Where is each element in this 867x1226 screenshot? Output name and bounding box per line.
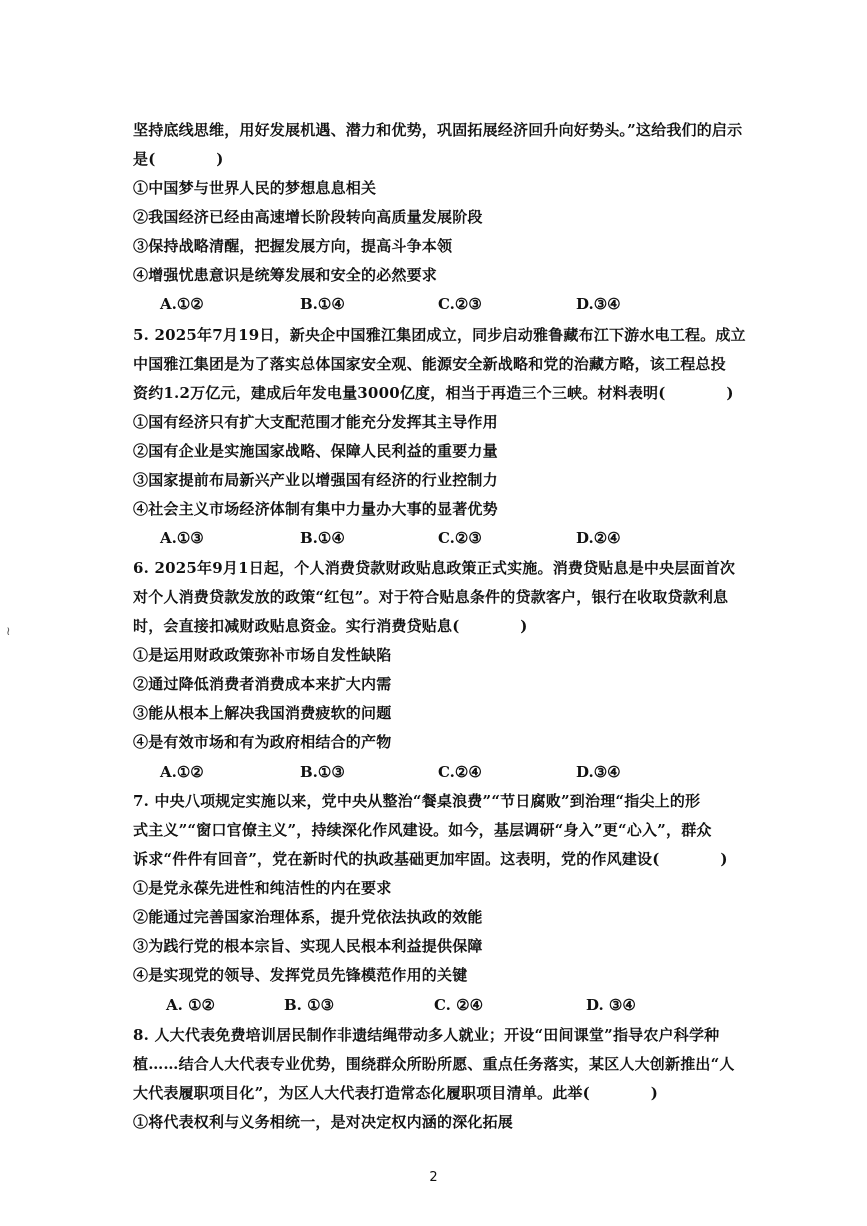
option-a: A.①② [160,295,204,313]
text-line: 时，会直接扣减财政贴息资金。实行消费贷贴息( ) [133,617,528,635]
choice-statement: ②我国经济已经由高速增长阶段转向高质量发展阶段 [133,208,483,226]
text-line: 诉求“件件有回音”，党在新时代的执政基础更加牢固。这表明，党的作风建设( ) [133,850,728,868]
choice-statement: ①将代表权利与义务相统一，是对决定权内涵的深化拓展 [133,1113,514,1131]
choice-statement: ①国有经济只有扩大支配范围才能充分发挥其主导作用 [133,413,498,431]
text-line: 资约1.2万亿元，建成后年发电量3000亿度，相当于再造三个三峡。材料表明( ) [133,384,734,402]
option-b: B.①③ [300,763,345,781]
option-b: B.①④ [300,529,345,547]
question-8: 8. 人大代表免费培训居民制作非遗结绳带动多人就业；开设“田间课堂”指导农户科学种 [133,1026,720,1044]
text-line: 中国雅江集团是为了落实总体国家安全观、能源安全新战略和党的治藏方略，该工程总投 [133,355,726,373]
choice-statement: ①中国梦与世界人民的梦想息息相关 [133,179,377,197]
option-c: C.②③ [438,295,482,313]
question-6: 6. 2025年9月1日起，个人消费贷款财政贴息政策正式实施。消费贷贴息是中央层面首次 [133,559,736,577]
option-a: A.①② [160,763,204,781]
option-b: B. ①③ [284,996,335,1014]
text-line: 式主义”“窗口官僚主义”，持续深化作风建设。如今，基层调研“身入”更“心入”，群众 [133,821,712,839]
choice-statement: ④是有效市场和有为政府相结合的产物 [133,733,392,751]
option-a: A.①③ [160,529,204,547]
page-number: 2 [429,1170,438,1185]
margin-mark: ≀ [6,624,11,638]
option-d: D.③④ [576,763,621,781]
choice-statement: ④增强忧患意识是统筹发展和安全的必然要求 [133,266,438,284]
text-line: 是( ) [133,150,224,168]
choice-statement: ④社会主义市场经济体制有集中力量办大事的显著优势 [133,500,498,518]
option-d: D.②④ [576,529,621,547]
option-a: A. ①② [166,996,215,1014]
text-line: 植……结合人大代表专业优势，围绕群众所盼所愿、重点任务落实，某区人大创新推出“人 [133,1055,735,1073]
choice-statement: ③为践行党的根本宗旨、实现人民根本利益提供保障 [133,937,483,955]
text-line: 大代表履职项目化”，为区人大代表打造常态化履职项目清单。此举( ) [133,1084,659,1102]
choice-statement: ④是实现党的领导、发挥党员先锋模范作用的关键 [133,966,468,984]
question-5: 5. 2025年7月19日，新央企中国雅江集团成立，同步启动雅鲁藏布江下游水电工程。成立 [133,326,746,344]
choice-statement: ①是运用财政政策弥补市场自发性缺陷 [133,646,392,664]
choice-statement: ③国家提前布局新兴产业以增强国有经济的行业控制力 [133,471,498,489]
choice-statement: ③能从根本上解决我国消费疲软的问题 [133,704,392,722]
choice-statement: ③保持战略清醒，把握发展方向，提高斗争本领 [133,237,453,255]
text-line: 对个人消费贷款发放的政策“红包”。对于符合贴息条件的贷款客户，银行在收取贷款利息 [133,588,729,606]
option-d: D. ③④ [586,996,636,1014]
option-c: C.②③ [438,529,482,547]
option-c: C. ②④ [434,996,484,1014]
choice-statement: ②国有企业是实施国家战略、保障人民利益的重要力量 [133,442,498,460]
option-b: B.①④ [300,295,345,313]
option-d: D.③④ [576,295,621,313]
choice-statement: ②能通过完善国家治理体系，提升党依法执政的效能 [133,908,483,926]
choice-statement: ②通过降低消费者消费成本来扩大内需 [133,675,392,693]
text-line: 坚持底线思维，用好发展机遇、潜力和优势，巩固拓展经济回升向好势头。”这给我们的启示 [133,121,743,139]
question-7: 7. 中央八项规定实施以来，党中央从整治“餐桌浪费”“节日腐败”到治理“指尖上的形 [133,792,701,810]
option-c: C.②④ [438,763,482,781]
choice-statement: ①是党永葆先进性和纯洁性的内在要求 [133,879,392,897]
